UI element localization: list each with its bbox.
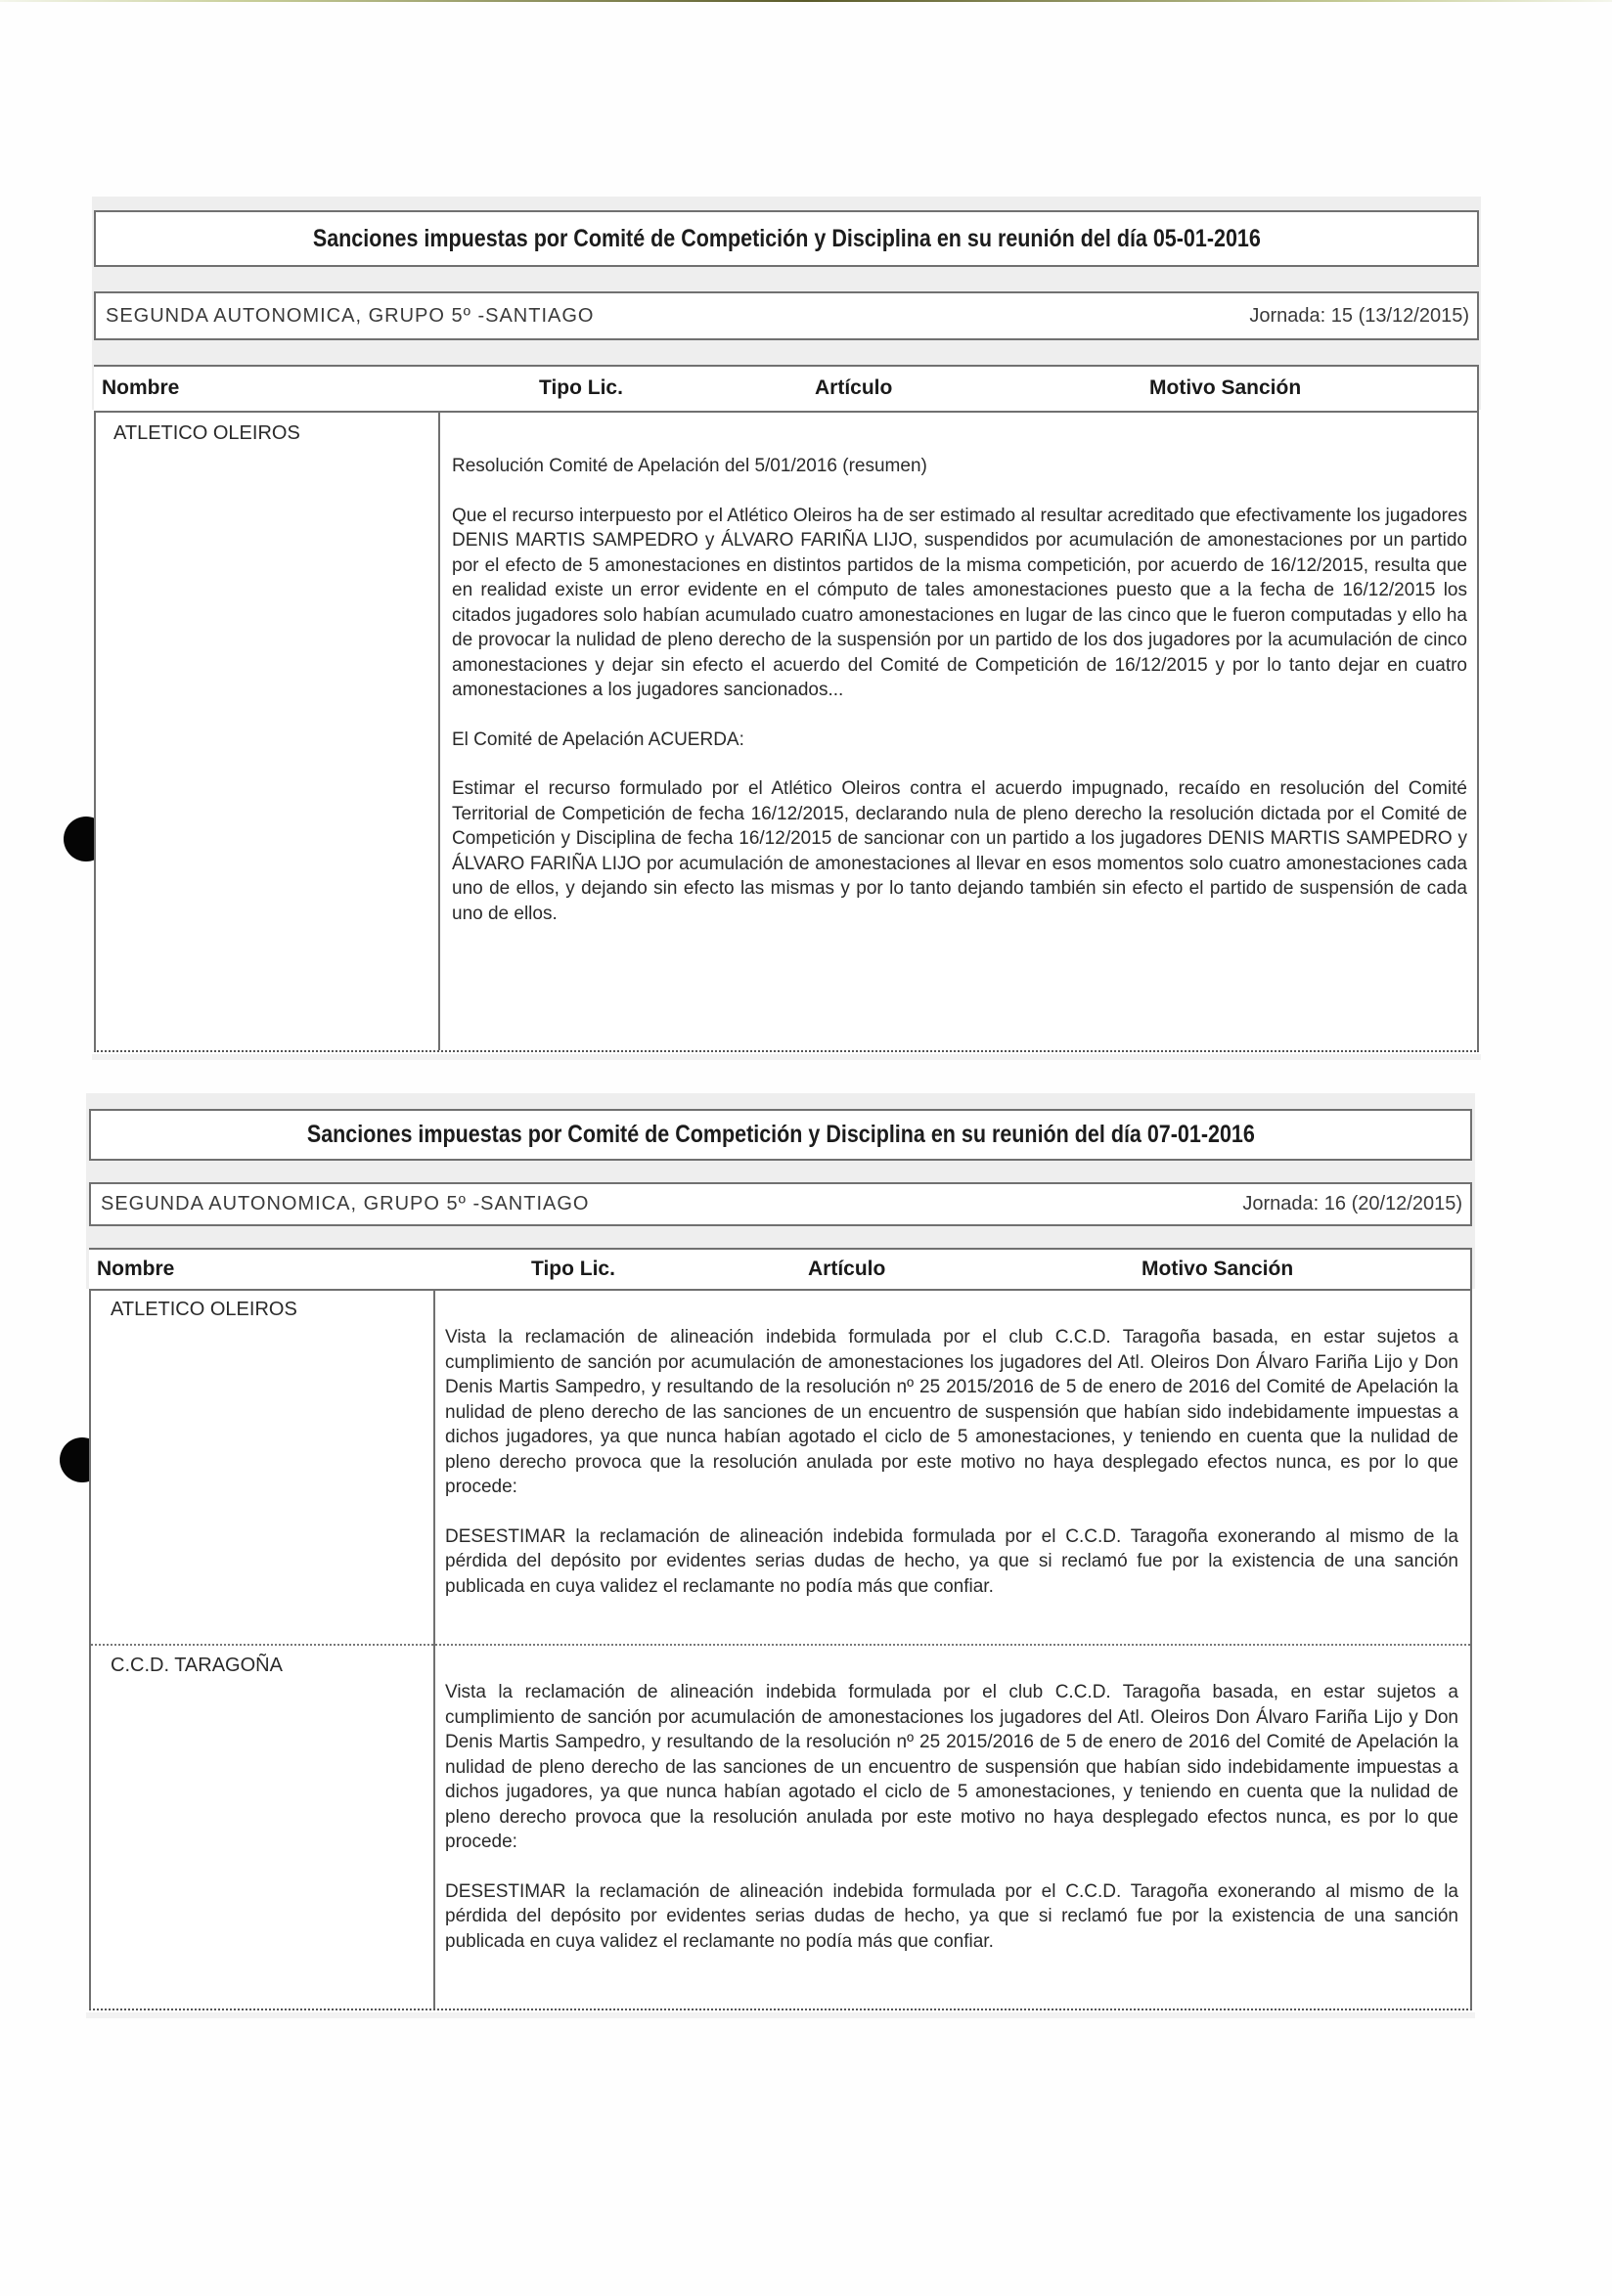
sanctions-table-body	[94, 411, 1479, 1052]
sanctions-table-body	[89, 1289, 1472, 2010]
resolution-agreement: Estimar el recurso formulado por el Atlético Oleiros contra el acuerdo impugnado, recaído en resolución del Comité Territorial de Competición de fecha 16/12/2015, declarando nula de pleno derecho la resolución dictada por el Comité de Competición y Disciplina de fecha 16/12/2015 de sancionar con un partido a los jugadores DENIS MARTIS SAMPEDRO y ÁLVARO FARIÑA LIJO por acumulación de amonestaciones al llevar en esos momentos solo cuatro amonestaciones cada uno de ellos, y dejando sin efecto las mismas y por lo tanto dejando también sin efecto el partido de suspensión de cada uno de ellos.	[452, 778, 1467, 924]
column-header-tipo-lic: Tipo Lic.	[539, 376, 623, 399]
column-header-nombre: Nombre	[102, 376, 180, 399]
column-header-tipo-lic: Tipo Lic.	[531, 1258, 615, 1280]
team-name: ATLETICO OLEIROS	[111, 1299, 297, 1320]
section-title: Sanciones impuestas por Comité de Competición y Disciplina en su reunión del día 07-01-2016	[306, 1121, 1255, 1148]
competition-box	[89, 1182, 1472, 1226]
column-header-motivo-sancion: Motivo Sanción	[1149, 376, 1302, 399]
table-header-row	[94, 365, 1479, 412]
competition-box	[94, 291, 1479, 340]
resolution-heading: Resolución Comité de Apelación del 5/01/2016 (resumen)	[452, 456, 927, 476]
claim-considerations: Vista la reclamación de alineación indebida formulada por el club C.C.D. Taragoña basada, en estar sujetos a cumplimiento de sanción por acumulación de amonestaciones los jugadores del Atl. Oleiros Don Álvaro Fariña Lijo y Don Denis Martis Sampedro, y resultando de la resolución nº 25 2015/2016 de 5 de enero de 2016 del Comité de Apelación la nulidad de pleno derecho de las sanciones de un encuentro de suspensión que habían sido indebidamente impuestas a dichos jugadores, ya que nunca habían agotado el ciclo de 5 amonestaciones, y teniendo en cuenta que la nulidad de pleno derecho provoca que la resolución anulada por este motivo no haya desplegado efectos nunca, es por lo que procede:	[445, 1682, 1458, 1852]
team-name: ATLETICO OLEIROS	[113, 422, 300, 444]
competition-name: SEGUNDA AUTONOMICA, GRUPO 5º -SANTIAGO	[101, 1193, 590, 1214]
sanction-text	[452, 454, 1467, 926]
jornada-label: Jornada: 16 (20/12/2015)	[1242, 1193, 1462, 1214]
column-divider	[433, 1291, 435, 2009]
table-header-row	[89, 1248, 1472, 1291]
team-name: C.C.D. TARAGOÑA	[111, 1655, 283, 1676]
competition-name: SEGUNDA AUTONOMICA, GRUPO 5º -SANTIAGO	[106, 304, 595, 327]
column-header-motivo-sancion: Motivo Sanción	[1142, 1258, 1294, 1280]
column-divider	[438, 413, 440, 1050]
column-header-articulo: Artículo	[815, 376, 893, 399]
section-title-box	[94, 210, 1479, 267]
resolution-agreement-heading: El Comité de Apelación ACUERDA:	[452, 729, 744, 750]
sanction-text	[445, 1680, 1458, 1954]
claim-considerations: Vista la reclamación de alineación indebida formulada por el club C.C.D. Taragoña basada, en estar sujetos a cumplimiento de sanción por acumulación de amonestaciones los jugadores del Atl. Oleiros Don Álvaro Fariña Lijo y Don Denis Martis Sampedro, y resultando de la resolución nº 25 2015/2016 de 5 de enero de 2016 del Comité de Apelación la nulidad de pleno derecho de las sanciones de un encuentro de suspensión que habían sido indebidamente impuestas a dichos jugadores, ya que nunca habían agotado el ciclo de 5 amonestaciones, y teniendo en cuenta que la nulidad de pleno derecho provoca que la resolución anulada por este motivo no haya desplegado efectos nunca, es por lo que procede:	[445, 1327, 1458, 1497]
row-separator	[91, 1644, 1470, 1646]
jornada-label: Jornada: 15 (13/12/2015)	[1249, 304, 1469, 327]
column-header-nombre: Nombre	[97, 1258, 175, 1280]
section-bottom-band	[86, 2012, 1475, 2018]
column-header-articulo: Artículo	[808, 1258, 886, 1280]
sanction-text	[445, 1325, 1458, 1599]
section-title: Sanciones impuestas por Comité de Competición y Disciplina en su reunión del día 05-01-2016	[312, 224, 1261, 252]
scan-edge	[0, 0, 1612, 2]
section-title-box	[89, 1109, 1472, 1161]
section-bottom-band	[92, 1054, 1481, 1060]
resolution-summary: Que el recurso interpuesto por el Atlético Oleiros ha de ser estimado al resultar acreditado que efectivamente los jugadores DENIS MARTIS SAMPEDRO y ÁLVARO FARIÑA LIJO, suspendidos por acumulación de amonestaciones por un partido por el efecto de 5 amonestaciones en distintos partidos de la misma competición, por acuerdo de 16/12/2015, resulta que en realidad existe un error evidente en el cómputo de tales amonestaciones puesto que a la fecha de 16/12/2015 los citados jugadores solo habían acumulado cuatro amonestaciones en lugar de las cinco que le fueron computadas y ello ha de provocar la nulidad de pleno derecho de la suspensión por un partido de los dos jugadores por la acumulación de cinco amonestaciones y dejar sin efecto el acuerdo del Comité de Competición de 16/12/2015 y por lo tanto dejar en cuatro amonestaciones a los jugadores sancionados...	[452, 505, 1467, 700]
claim-decision: DESESTIMAR la reclamación de alineación indebida formulada por el C.C.D. Taragoña exonerando al mismo de la pérdida del depósito por evidentes serias dudas de hecho, ya que si reclamó fue por la existencia de una sanción publicada en cuya validez el reclamante no podía más que confiar.	[445, 1880, 1458, 1952]
claim-decision: DESESTIMAR la reclamación de alineación indebida formulada por el C.C.D. Taragoña exonerando al mismo de la pérdida del depósito por evidentes serias dudas de hecho, ya que si reclamó fue por la existencia de una sanción publicada en cuya validez el reclamante no podía más que confiar.	[445, 1525, 1458, 1597]
